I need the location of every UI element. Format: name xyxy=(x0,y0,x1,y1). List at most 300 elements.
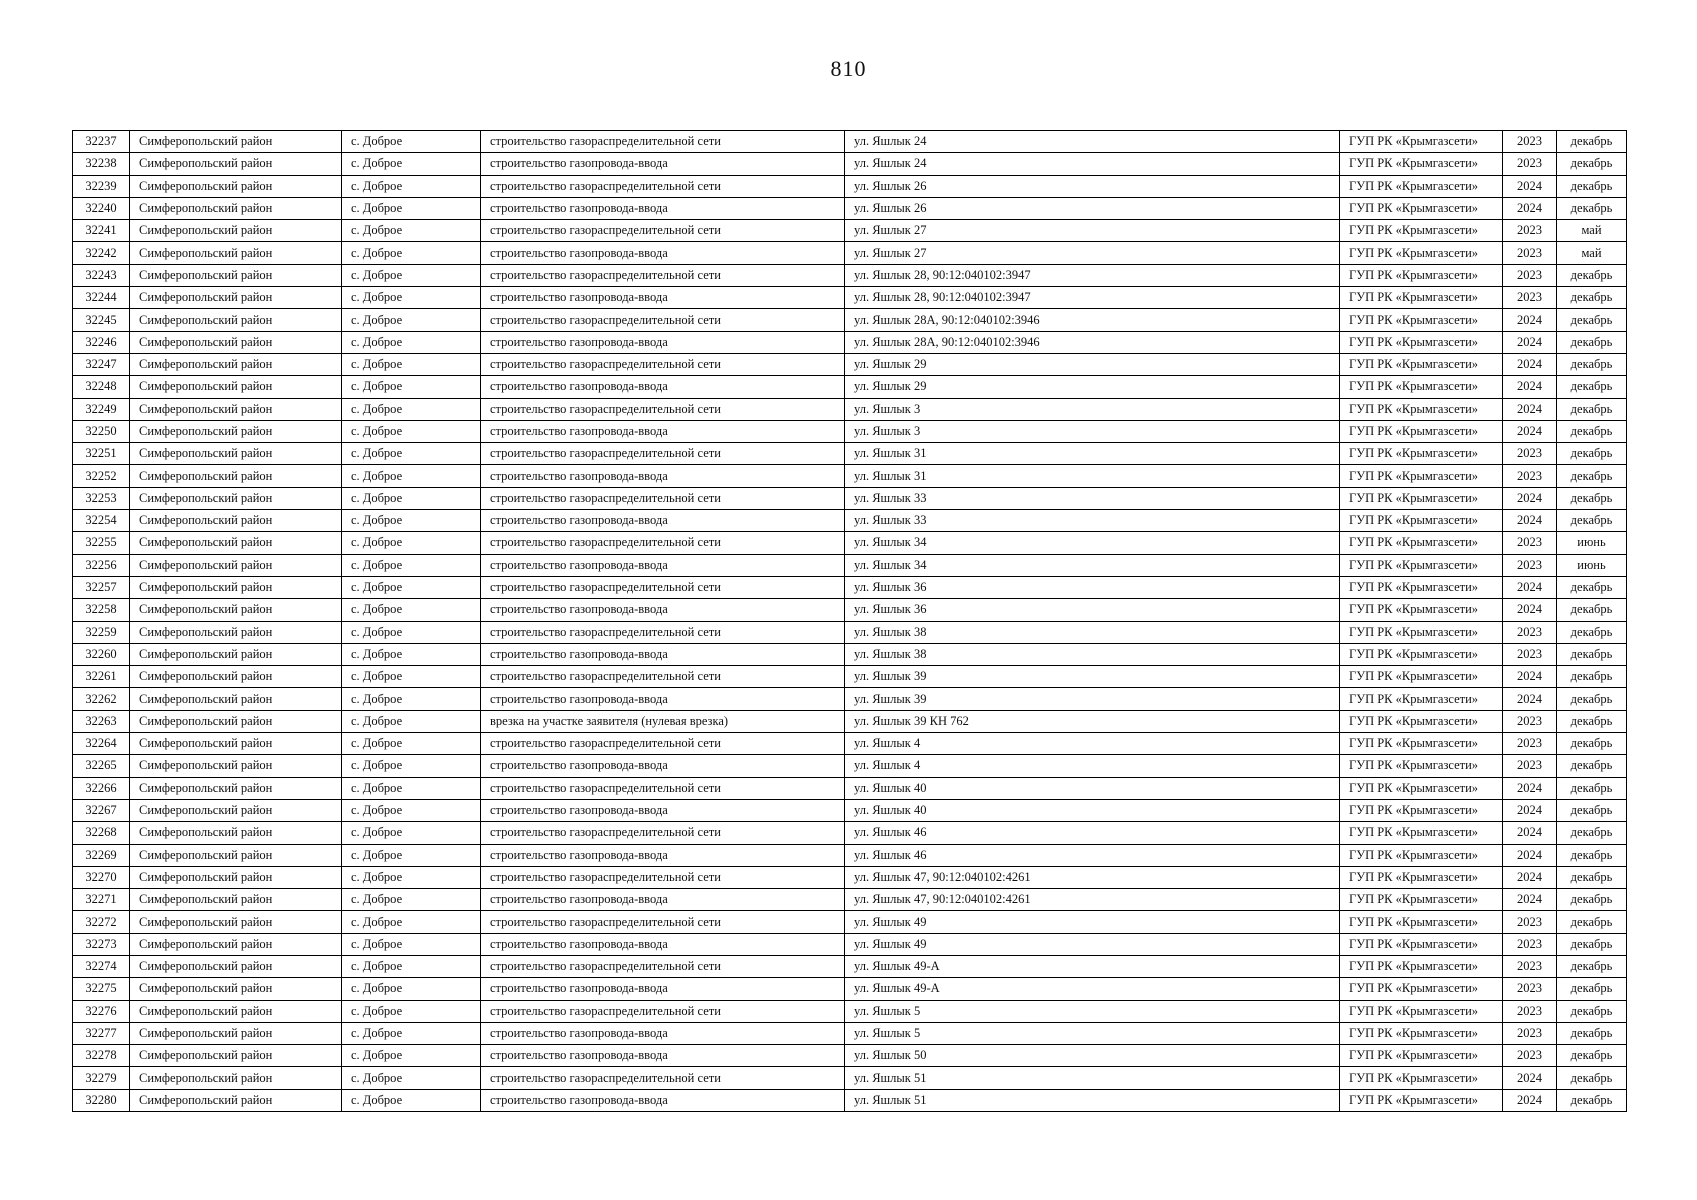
address-cell: ул. Яшлык 49-А xyxy=(845,955,1340,977)
table-row xyxy=(73,733,1627,755)
month-cell: июнь xyxy=(1557,554,1627,576)
district-cell: Симферопольский район xyxy=(130,175,342,197)
year-cell: 2023 xyxy=(1503,1045,1557,1067)
district-cell: Симферопольский район xyxy=(130,621,342,643)
settlement-cell: с. Доброе xyxy=(342,621,481,643)
operator-cell: ГУП РК «Крымгазсети» xyxy=(1340,889,1503,911)
address-cell: ул. Яшлык 34 xyxy=(845,532,1340,554)
month-cell: декабрь xyxy=(1557,889,1627,911)
work-type-cell: строительство газораспределительной сети xyxy=(481,1067,845,1089)
year-cell: 2023 xyxy=(1503,978,1557,1000)
address-cell: ул. Яшлык 27 xyxy=(845,242,1340,264)
row-number-cell: 32278 xyxy=(73,1045,130,1067)
district-cell: Симферопольский район xyxy=(130,331,342,353)
settlement-cell: с. Доброе xyxy=(342,353,481,375)
month-cell: декабрь xyxy=(1557,376,1627,398)
month-cell: декабрь xyxy=(1557,420,1627,442)
year-cell: 2024 xyxy=(1503,1067,1557,1089)
row-number-cell: 32268 xyxy=(73,822,130,844)
table-row xyxy=(73,153,1627,175)
work-type-cell: строительство газопровода-ввода xyxy=(481,643,845,665)
table-row xyxy=(73,889,1627,911)
district-cell: Симферопольский район xyxy=(130,933,342,955)
row-number-cell: 32270 xyxy=(73,866,130,888)
row-number-cell: 32280 xyxy=(73,1089,130,1111)
work-type-cell: строительство газораспределительной сети xyxy=(481,866,845,888)
month-cell: декабрь xyxy=(1557,131,1627,153)
year-cell: 2024 xyxy=(1503,599,1557,621)
table-row xyxy=(73,242,1627,264)
month-cell: декабрь xyxy=(1557,866,1627,888)
table-row xyxy=(73,197,1627,219)
address-cell: ул. Яшлык 38 xyxy=(845,621,1340,643)
table-row xyxy=(73,1022,1627,1044)
work-type-cell: строительство газопровода-ввода xyxy=(481,933,845,955)
operator-cell: ГУП РК «Крымгазсети» xyxy=(1340,933,1503,955)
settlement-cell: с. Доброе xyxy=(342,264,481,286)
settlement-cell: с. Доброе xyxy=(342,576,481,598)
operator-cell: ГУП РК «Крымгазсети» xyxy=(1340,621,1503,643)
operator-cell: ГУП РК «Крымгазсети» xyxy=(1340,510,1503,532)
year-cell: 2024 xyxy=(1503,309,1557,331)
address-cell: ул. Яшлык 4 xyxy=(845,733,1340,755)
row-number-cell: 32252 xyxy=(73,465,130,487)
settlement-cell: с. Доброе xyxy=(342,733,481,755)
work-type-cell: строительство газопровода-ввода xyxy=(481,1022,845,1044)
operator-cell: ГУП РК «Крымгазсети» xyxy=(1340,353,1503,375)
address-cell: ул. Яшлык 33 xyxy=(845,510,1340,532)
work-type-cell: строительство газопровода-ввода xyxy=(481,153,845,175)
year-cell: 2023 xyxy=(1503,933,1557,955)
district-cell: Симферопольский район xyxy=(130,666,342,688)
address-cell: ул. Яшлык 36 xyxy=(845,576,1340,598)
month-cell: декабрь xyxy=(1557,175,1627,197)
row-number-cell: 32244 xyxy=(73,287,130,309)
work-type-cell: строительство газопровода-ввода xyxy=(481,242,845,264)
work-type-cell: строительство газопровода-ввода xyxy=(481,554,845,576)
month-cell: декабрь xyxy=(1557,955,1627,977)
month-cell: декабрь xyxy=(1557,799,1627,821)
district-cell: Симферопольский район xyxy=(130,643,342,665)
row-number-cell: 32271 xyxy=(73,889,130,911)
row-number-cell: 32256 xyxy=(73,554,130,576)
row-number-cell: 32275 xyxy=(73,978,130,1000)
operator-cell: ГУП РК «Крымгазсети» xyxy=(1340,955,1503,977)
table-row xyxy=(73,465,1627,487)
district-cell: Симферопольский район xyxy=(130,688,342,710)
address-cell: ул. Яшлык 46 xyxy=(845,844,1340,866)
district-cell: Симферопольский район xyxy=(130,153,342,175)
year-cell: 2024 xyxy=(1503,420,1557,442)
operator-cell: ГУП РК «Крымгазсети» xyxy=(1340,978,1503,1000)
year-cell: 2023 xyxy=(1503,554,1557,576)
work-type-cell: строительство газораспределительной сети xyxy=(481,777,845,799)
month-cell: май xyxy=(1557,242,1627,264)
table-row xyxy=(73,420,1627,442)
address-cell: ул. Яшлык 3 xyxy=(845,398,1340,420)
table-row xyxy=(73,1000,1627,1022)
year-cell: 2024 xyxy=(1503,175,1557,197)
table-row xyxy=(73,978,1627,1000)
settlement-cell: с. Доброе xyxy=(342,1022,481,1044)
district-cell: Симферопольский район xyxy=(130,1045,342,1067)
year-cell: 2024 xyxy=(1503,331,1557,353)
work-type-cell: строительство газораспределительной сети xyxy=(481,487,845,509)
district-cell: Симферопольский район xyxy=(130,733,342,755)
month-cell: декабрь xyxy=(1557,822,1627,844)
operator-cell: ГУП РК «Крымгазсети» xyxy=(1340,1022,1503,1044)
month-cell: декабрь xyxy=(1557,1022,1627,1044)
address-cell: ул. Яшлык 31 xyxy=(845,443,1340,465)
settlement-cell: с. Доброе xyxy=(342,465,481,487)
district-cell: Симферопольский район xyxy=(130,309,342,331)
operator-cell: ГУП РК «Крымгазсети» xyxy=(1340,175,1503,197)
address-cell: ул. Яшлык 49-А xyxy=(845,978,1340,1000)
address-cell: ул. Яшлык 24 xyxy=(845,131,1340,153)
row-number-cell: 32245 xyxy=(73,309,130,331)
month-cell: декабрь xyxy=(1557,1000,1627,1022)
work-type-cell: строительство газопровода-ввода xyxy=(481,599,845,621)
year-cell: 2023 xyxy=(1503,1000,1557,1022)
address-cell: ул. Яшлык 51 xyxy=(845,1067,1340,1089)
row-number-cell: 32274 xyxy=(73,955,130,977)
year-cell: 2023 xyxy=(1503,242,1557,264)
year-cell: 2023 xyxy=(1503,755,1557,777)
settlement-cell: с. Доброе xyxy=(342,799,481,821)
address-cell: ул. Яшлык 26 xyxy=(845,197,1340,219)
work-type-cell: врезка на участке заявителя (нулевая врезка) xyxy=(481,710,845,732)
operator-cell: ГУП РК «Крымгазсети» xyxy=(1340,465,1503,487)
row-number-cell: 32266 xyxy=(73,777,130,799)
settlement-cell: с. Доброе xyxy=(342,220,481,242)
row-number-cell: 32262 xyxy=(73,688,130,710)
table-row xyxy=(73,822,1627,844)
settlement-cell: с. Доброе xyxy=(342,242,481,264)
work-type-cell: строительство газопровода-ввода xyxy=(481,197,845,219)
operator-cell: ГУП РК «Крымгазсети» xyxy=(1340,309,1503,331)
year-cell: 2024 xyxy=(1503,398,1557,420)
month-cell: июнь xyxy=(1557,532,1627,554)
work-type-cell: строительство газопровода-ввода xyxy=(481,1045,845,1067)
address-cell: ул. Яшлык 28, 90:12:040102:3947 xyxy=(845,287,1340,309)
settlement-cell: с. Доброе xyxy=(342,777,481,799)
district-cell: Симферопольский район xyxy=(130,866,342,888)
operator-cell: ГУП РК «Крымгазсети» xyxy=(1340,643,1503,665)
year-cell: 2024 xyxy=(1503,576,1557,598)
work-type-cell: строительство газопровода-ввода xyxy=(481,889,845,911)
operator-cell: ГУП РК «Крымгазсети» xyxy=(1340,197,1503,219)
settlement-cell: с. Доброе xyxy=(342,510,481,532)
row-number-cell: 32241 xyxy=(73,220,130,242)
district-cell: Симферопольский район xyxy=(130,1089,342,1111)
district-cell: Симферопольский район xyxy=(130,487,342,509)
operator-cell: ГУП РК «Крымгазсети» xyxy=(1340,331,1503,353)
district-cell: Симферопольский район xyxy=(130,599,342,621)
settlement-cell: с. Доброе xyxy=(342,376,481,398)
work-type-cell: строительство газораспределительной сети xyxy=(481,666,845,688)
month-cell: декабрь xyxy=(1557,733,1627,755)
address-cell: ул. Яшлык 39 КН 762 xyxy=(845,710,1340,732)
district-cell: Симферопольский район xyxy=(130,978,342,1000)
district-cell: Симферопольский район xyxy=(130,264,342,286)
settlement-cell: с. Доброе xyxy=(342,532,481,554)
row-number-cell: 32259 xyxy=(73,621,130,643)
table-row xyxy=(73,398,1627,420)
district-cell: Симферопольский район xyxy=(130,197,342,219)
address-cell: ул. Яшлык 39 xyxy=(845,688,1340,710)
settlement-cell: с. Доброе xyxy=(342,331,481,353)
work-type-cell: строительство газопровода-ввода xyxy=(481,688,845,710)
row-number-cell: 32265 xyxy=(73,755,130,777)
row-number-cell: 32247 xyxy=(73,353,130,375)
operator-cell: ГУП РК «Крымгазсети» xyxy=(1340,153,1503,175)
row-number-cell: 32246 xyxy=(73,331,130,353)
month-cell: декабрь xyxy=(1557,1067,1627,1089)
address-cell: ул. Яшлык 29 xyxy=(845,353,1340,375)
work-type-cell: строительство газораспределительной сети xyxy=(481,621,845,643)
year-cell: 2024 xyxy=(1503,487,1557,509)
operator-cell: ГУП РК «Крымгазсети» xyxy=(1340,287,1503,309)
settlement-cell: с. Доброе xyxy=(342,487,481,509)
page-number: 810 xyxy=(830,56,867,81)
operator-cell: ГУП РК «Крымгазсети» xyxy=(1340,866,1503,888)
table-row xyxy=(73,131,1627,153)
month-cell: декабрь xyxy=(1557,1045,1627,1067)
district-cell: Симферопольский район xyxy=(130,777,342,799)
work-type-cell: строительство газопровода-ввода xyxy=(481,755,845,777)
district-cell: Симферопольский район xyxy=(130,576,342,598)
year-cell: 2023 xyxy=(1503,264,1557,286)
month-cell: декабрь xyxy=(1557,331,1627,353)
operator-cell: ГУП РК «Крымгазсети» xyxy=(1340,688,1503,710)
year-cell: 2023 xyxy=(1503,710,1557,732)
settlement-cell: с. Доброе xyxy=(342,666,481,688)
month-cell: декабрь xyxy=(1557,777,1627,799)
work-type-cell: строительство газопровода-ввода xyxy=(481,510,845,532)
year-cell: 2024 xyxy=(1503,777,1557,799)
settlement-cell: с. Доброе xyxy=(342,1089,481,1111)
operator-cell: ГУП РК «Крымгазсети» xyxy=(1340,554,1503,576)
district-cell: Симферопольский район xyxy=(130,532,342,554)
operator-cell: ГУП РК «Крымгазсети» xyxy=(1340,487,1503,509)
year-cell: 2023 xyxy=(1503,220,1557,242)
district-cell: Симферопольский район xyxy=(130,554,342,576)
work-type-cell: строительство газопровода-ввода xyxy=(481,331,845,353)
settlement-cell: с. Доброе xyxy=(342,197,481,219)
operator-cell: ГУП РК «Крымгазсети» xyxy=(1340,844,1503,866)
year-cell: 2023 xyxy=(1503,287,1557,309)
settlement-cell: с. Доброе xyxy=(342,911,481,933)
operator-cell: ГУП РК «Крымгазсети» xyxy=(1340,777,1503,799)
settlement-cell: с. Доброе xyxy=(342,420,481,442)
work-type-cell: строительство газораспределительной сети xyxy=(481,220,845,242)
row-number-cell: 32261 xyxy=(73,666,130,688)
work-type-cell: строительство газораспределительной сети xyxy=(481,398,845,420)
table-row xyxy=(73,510,1627,532)
row-number-cell: 32237 xyxy=(73,131,130,153)
address-cell: ул. Яшлык 28, 90:12:040102:3947 xyxy=(845,264,1340,286)
row-number-cell: 32279 xyxy=(73,1067,130,1089)
row-number-cell: 32253 xyxy=(73,487,130,509)
month-cell: декабрь xyxy=(1557,911,1627,933)
operator-cell: ГУП РК «Крымгазсети» xyxy=(1340,1000,1503,1022)
address-cell: ул. Яшлык 3 xyxy=(845,420,1340,442)
address-cell: ул. Яшлык 5 xyxy=(845,1000,1340,1022)
table-row xyxy=(73,576,1627,598)
month-cell: декабрь xyxy=(1557,576,1627,598)
year-cell: 2024 xyxy=(1503,666,1557,688)
work-type-cell: строительство газораспределительной сети xyxy=(481,822,845,844)
month-cell: декабрь xyxy=(1557,443,1627,465)
district-cell: Симферопольский район xyxy=(130,755,342,777)
month-cell: декабрь xyxy=(1557,844,1627,866)
year-cell: 2023 xyxy=(1503,911,1557,933)
year-cell: 2024 xyxy=(1503,844,1557,866)
operator-cell: ГУП РК «Крымгазсети» xyxy=(1340,420,1503,442)
table-row xyxy=(73,621,1627,643)
address-cell: ул. Яшлык 46 xyxy=(845,822,1340,844)
district-cell: Симферопольский район xyxy=(130,465,342,487)
district-cell: Симферопольский район xyxy=(130,510,342,532)
year-cell: 2023 xyxy=(1503,443,1557,465)
district-cell: Симферопольский район xyxy=(130,1000,342,1022)
district-cell: Симферопольский район xyxy=(130,710,342,732)
district-cell: Симферопольский район xyxy=(130,955,342,977)
district-cell: Симферопольский район xyxy=(130,443,342,465)
settlement-cell: с. Доброе xyxy=(342,889,481,911)
month-cell: декабрь xyxy=(1557,710,1627,732)
row-number-cell: 32258 xyxy=(73,599,130,621)
operator-cell: ГУП РК «Крымгазсети» xyxy=(1340,220,1503,242)
month-cell: декабрь xyxy=(1557,197,1627,219)
settlement-cell: с. Доброе xyxy=(342,822,481,844)
table-row xyxy=(73,287,1627,309)
settlement-cell: с. Доброе xyxy=(342,599,481,621)
month-cell: декабрь xyxy=(1557,978,1627,1000)
operator-cell: ГУП РК «Крымгазсети» xyxy=(1340,599,1503,621)
month-cell: декабрь xyxy=(1557,755,1627,777)
settlement-cell: с. Доброе xyxy=(342,153,481,175)
address-cell: ул. Яшлык 4 xyxy=(845,755,1340,777)
work-type-cell: строительство газопровода-ввода xyxy=(481,376,845,398)
operator-cell: ГУП РК «Крымгазсети» xyxy=(1340,1089,1503,1111)
address-cell: ул. Яшлык 49 xyxy=(845,933,1340,955)
district-cell: Симферопольский район xyxy=(130,1067,342,1089)
year-cell: 2024 xyxy=(1503,510,1557,532)
settlement-cell: с. Доброе xyxy=(342,398,481,420)
address-cell: ул. Яшлык 31 xyxy=(845,465,1340,487)
row-number-cell: 32272 xyxy=(73,911,130,933)
row-number-cell: 32267 xyxy=(73,799,130,821)
month-cell: декабрь xyxy=(1557,1089,1627,1111)
table-row xyxy=(73,1045,1627,1067)
operator-cell: ГУП РК «Крымгазсети» xyxy=(1340,242,1503,264)
settlement-cell: с. Доброе xyxy=(342,688,481,710)
year-cell: 2024 xyxy=(1503,866,1557,888)
work-type-cell: строительство газораспределительной сети xyxy=(481,576,845,598)
table-row xyxy=(73,554,1627,576)
operator-cell: ГУП РК «Крымгазсети» xyxy=(1340,911,1503,933)
settlement-cell: с. Доброе xyxy=(342,1045,481,1067)
month-cell: декабрь xyxy=(1557,309,1627,331)
month-cell: декабрь xyxy=(1557,621,1627,643)
district-cell: Симферопольский район xyxy=(130,1022,342,1044)
month-cell: декабрь xyxy=(1557,933,1627,955)
address-cell: ул. Яшлык 26 xyxy=(845,175,1340,197)
settlement-cell: с. Доброе xyxy=(342,643,481,665)
table-row xyxy=(73,487,1627,509)
table-row xyxy=(73,309,1627,331)
table-row xyxy=(73,666,1627,688)
row-number-cell: 32273 xyxy=(73,933,130,955)
table-row xyxy=(73,755,1627,777)
address-cell: ул. Яшлык 29 xyxy=(845,376,1340,398)
table-row xyxy=(73,955,1627,977)
district-cell: Симферопольский район xyxy=(130,220,342,242)
settlement-cell: с. Доброе xyxy=(342,443,481,465)
settlement-cell: с. Доброе xyxy=(342,866,481,888)
district-cell: Симферопольский район xyxy=(130,420,342,442)
settlement-cell: с. Доброе xyxy=(342,978,481,1000)
row-number-cell: 32239 xyxy=(73,175,130,197)
address-cell: ул. Яшлык 36 xyxy=(845,599,1340,621)
operator-cell: ГУП РК «Крымгазсети» xyxy=(1340,666,1503,688)
settlement-cell: с. Доброе xyxy=(342,955,481,977)
work-type-cell: строительство газопровода-ввода xyxy=(481,1089,845,1111)
address-cell: ул. Яшлык 28А, 90:12:040102:3946 xyxy=(845,331,1340,353)
month-cell: декабрь xyxy=(1557,153,1627,175)
table-row xyxy=(73,911,1627,933)
work-type-cell: строительство газораспределительной сети xyxy=(481,131,845,153)
operator-cell: ГУП РК «Крымгазсети» xyxy=(1340,576,1503,598)
year-cell: 2023 xyxy=(1503,643,1557,665)
operator-cell: ГУП РК «Крымгазсети» xyxy=(1340,376,1503,398)
row-number-cell: 32249 xyxy=(73,398,130,420)
year-cell: 2023 xyxy=(1503,955,1557,977)
year-cell: 2023 xyxy=(1503,153,1557,175)
operator-cell: ГУП РК «Крымгазсети» xyxy=(1340,1067,1503,1089)
address-cell: ул. Яшлык 40 xyxy=(845,777,1340,799)
table-row xyxy=(73,443,1627,465)
district-cell: Симферопольский район xyxy=(130,844,342,866)
month-cell: декабрь xyxy=(1557,666,1627,688)
work-type-cell: строительство газораспределительной сети xyxy=(481,733,845,755)
operator-cell: ГУП РК «Крымгазсети» xyxy=(1340,1045,1503,1067)
district-cell: Симферопольский район xyxy=(130,822,342,844)
year-cell: 2024 xyxy=(1503,353,1557,375)
table-row xyxy=(73,376,1627,398)
address-cell: ул. Яшлык 24 xyxy=(845,153,1340,175)
table-row xyxy=(73,353,1627,375)
month-cell: декабрь xyxy=(1557,510,1627,532)
year-cell: 2024 xyxy=(1503,376,1557,398)
settlement-cell: с. Доброе xyxy=(342,1067,481,1089)
month-cell: май xyxy=(1557,220,1627,242)
work-type-cell: строительство газораспределительной сети xyxy=(481,353,845,375)
district-cell: Симферопольский район xyxy=(130,398,342,420)
month-cell: декабрь xyxy=(1557,264,1627,286)
table-row xyxy=(73,599,1627,621)
address-cell: ул. Яшлык 28А, 90:12:040102:3946 xyxy=(845,309,1340,331)
row-number-cell: 32263 xyxy=(73,710,130,732)
row-number-cell: 32242 xyxy=(73,242,130,264)
address-cell: ул. Яшлык 27 xyxy=(845,220,1340,242)
operator-cell: ГУП РК «Крымгазсети» xyxy=(1340,131,1503,153)
row-number-cell: 32260 xyxy=(73,643,130,665)
district-cell: Симферопольский район xyxy=(130,131,342,153)
year-cell: 2024 xyxy=(1503,688,1557,710)
operator-cell: ГУП РК «Крымгазсети» xyxy=(1340,398,1503,420)
